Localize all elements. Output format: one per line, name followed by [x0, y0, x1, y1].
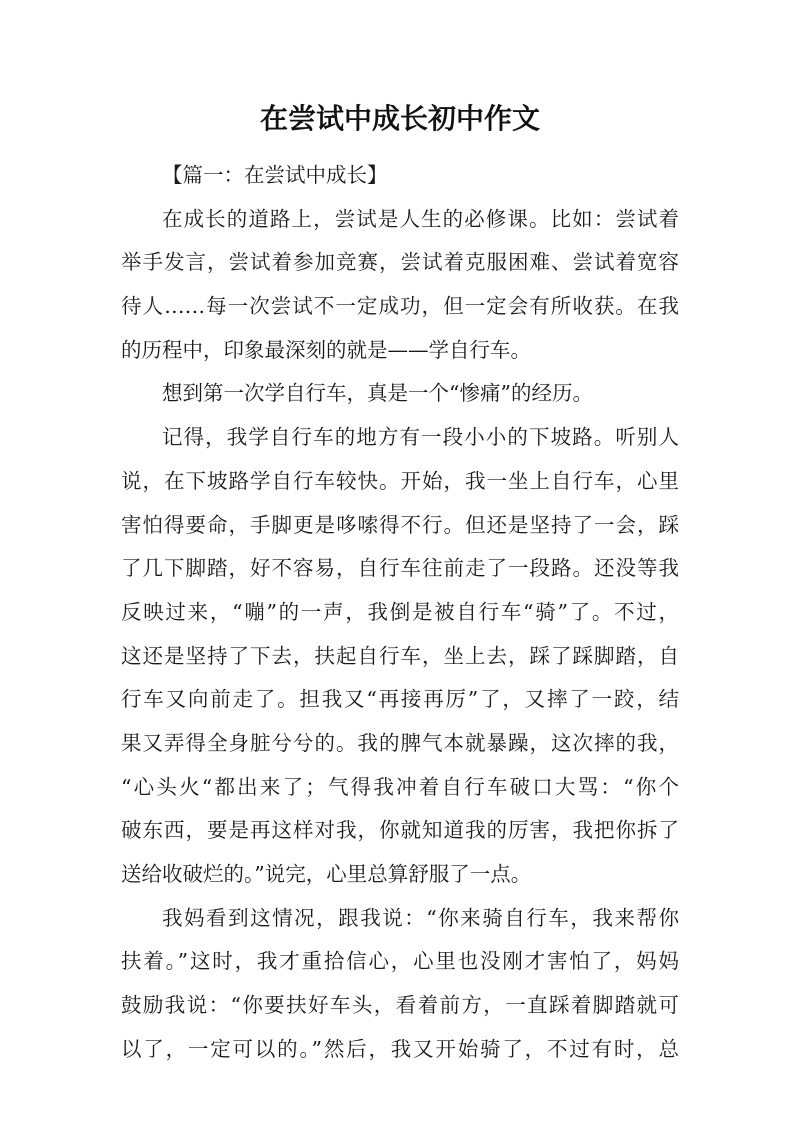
document-title: 在尝试中成长初中作文 [259, 102, 540, 135]
body-line: 行车又向前走了。担我又“再接再厉”了，又摔了一跤，结 [121, 687, 679, 712]
body-line: 我妈看到这情况，跟我说：“你来骑自行车，我来帮你 [162, 905, 679, 930]
body-line: 破东西，要是再这样对我，你就知道我的厉害，我把你拆了 [121, 818, 679, 843]
body-line: 送给收破烂的。”说完，心里总算舒服了一点。 [121, 862, 532, 886]
body-line: 鼓励我说：“你要扶好车头，看着前方，一直踩着脚踏就可 [121, 993, 679, 1018]
body-line: 了几下脚踏，好不容易，自行车往前走了一段路。还没等我 [121, 556, 679, 581]
body-line: 说，在下坡路学自行车较快。开始，我一坐上自行车，心里 [121, 468, 679, 493]
body-line: 这还是坚持了下去，扶起自行车，坐上去，踩了踩脚踏，自 [121, 643, 679, 668]
body-line: 想到第一次学自行车，真是一个“惨痛”的经历。 [162, 381, 593, 406]
body-line: 的历程中，印象最深刻的就是——学自行车。 [121, 337, 531, 362]
body-line: 以了，一定可以的。”然后，我又开始骑了，不过有时，总 [121, 1036, 679, 1061]
body-line: 记得，我学自行车的地方有一段小小的下坡路。听别人 [162, 425, 679, 450]
body-line: 扶着。”这时，我才重拾信心，心里也没刚才害怕了，妈妈 [121, 949, 679, 974]
body-line: 在成长的道路上，尝试是人生的必修课。比如：尝试着 [162, 206, 679, 231]
body-line: 待人……每一次尝试不一定成功，但一定会有所收获。在我 [121, 294, 679, 319]
body-line: 果又弄得全身脏兮兮的。我的脾气本就暴躁，这次摔的我， [121, 730, 679, 755]
body-line: 害怕得要命，手脚更是哆嗦得不行。但还是坚持了一会，踩 [121, 512, 679, 537]
body-line: 反映过来，“嘣”的一声，我倒是被自行车“骑”了。不过， [121, 599, 679, 624]
section-heading: 【篇一：在尝试中成长】 [162, 163, 388, 187]
body-line: 举手发言，尝试着参加竞赛，尝试着克服困难、尝试着宽容 [121, 250, 679, 275]
body-line: “心头火“都出来了；气得我冲着自行车破口大骂：“你个 [121, 774, 679, 799]
document-body [121, 154, 679, 1071]
